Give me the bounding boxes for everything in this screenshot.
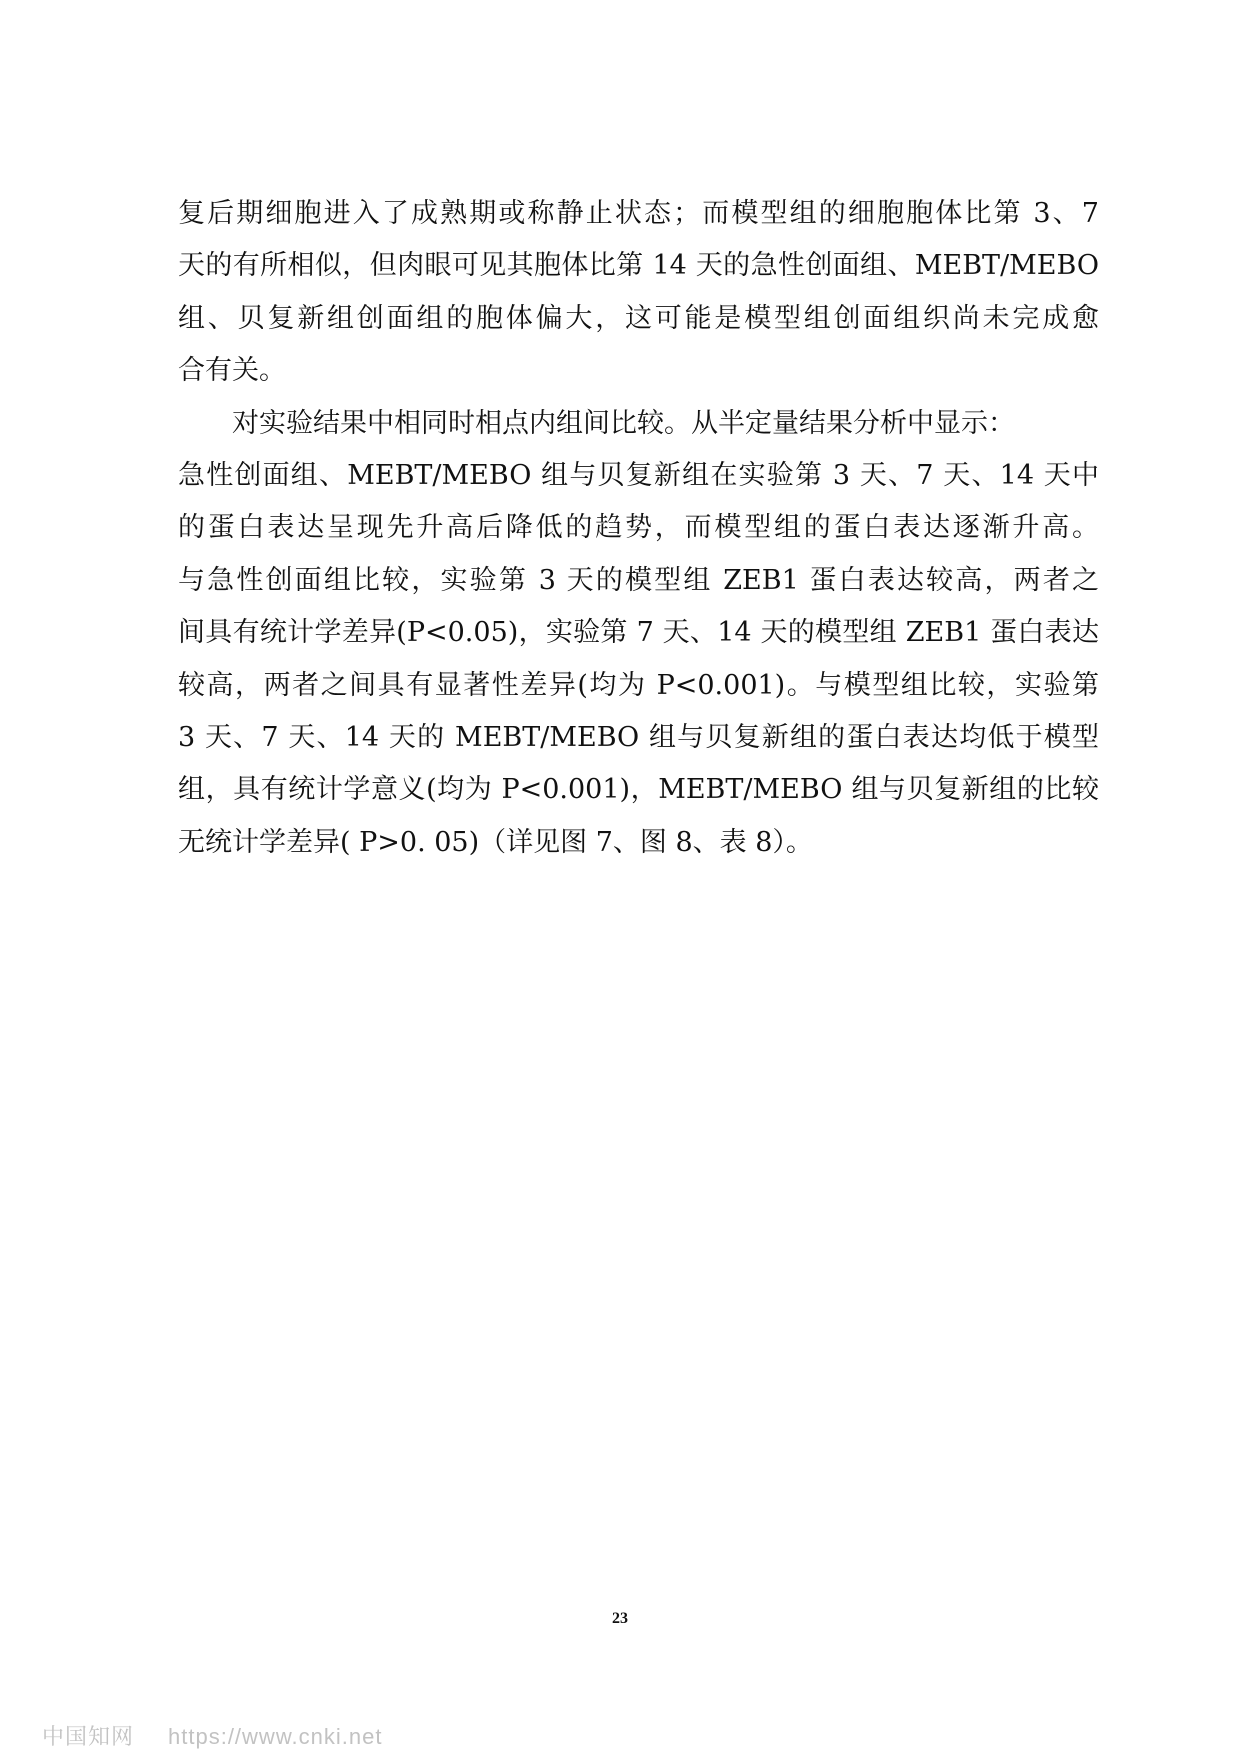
paragraph-2: [178, 398, 1099, 870]
watermark-url: https://www.cnki.net: [168, 1724, 383, 1749]
page-number: 23: [612, 1610, 628, 1627]
text-line: 间具有统计学差异(P<0.05)，实验第 7 天、14 天的模型组 ZEB1 蛋白表达: [178, 617, 1099, 649]
text-line: 组、贝复新组创面组的胞体偏大，这可能是模型组创面组织尚未完成愈: [178, 302, 1099, 334]
text-line: 急性创面组、MEBT/MEBO 组与贝复新组在实验第 3 天、7 天、14 天中: [178, 459, 1099, 491]
text-line: 合有关。: [178, 355, 286, 387]
document-body: [178, 188, 1099, 869]
text-line: 对实验结果中相同时相点内组间比较。从半定量结果分析中显示：: [178, 407, 1015, 439]
text-line: 3 天、7 天、14 天的 MEBT/MEBO 组与贝复新组的蛋白表达均低于模型: [178, 721, 1099, 753]
text-line: 天的有所相似，但肉眼可见其胞体比第 14 天的急性创面组、MEBT/MEBO: [178, 250, 1099, 282]
text-line: 复后期细胞进入了成熟期或称静止状态；而模型组的细胞胞体比第 3、7: [178, 198, 1099, 229]
text-line: 组，具有统计学意义(均为 P<0.001)，MEBT/MEBO 组与贝复新组的比较: [178, 774, 1099, 806]
text-line: 较高，两者之间具有显著性差异(均为 P<0.001)。与模型组比较，实验第: [178, 669, 1099, 701]
text-line: 无统计学差异( P>0. 05)（详见图 7、图 8、表 8）。: [178, 826, 813, 858]
text-line: 的蛋白表达呈现先升高后降低的趋势，而模型组的蛋白表达逐渐升高。: [178, 512, 1099, 544]
text-line: 与急性创面组比较，实验第 3 天的模型组 ZEB1 蛋白表达较高，两者之: [178, 564, 1099, 596]
paragraph-1: [178, 188, 1099, 398]
watermark-brand: 中国知网: [42, 1725, 135, 1750]
cnki-watermark: [42, 1720, 382, 1751]
